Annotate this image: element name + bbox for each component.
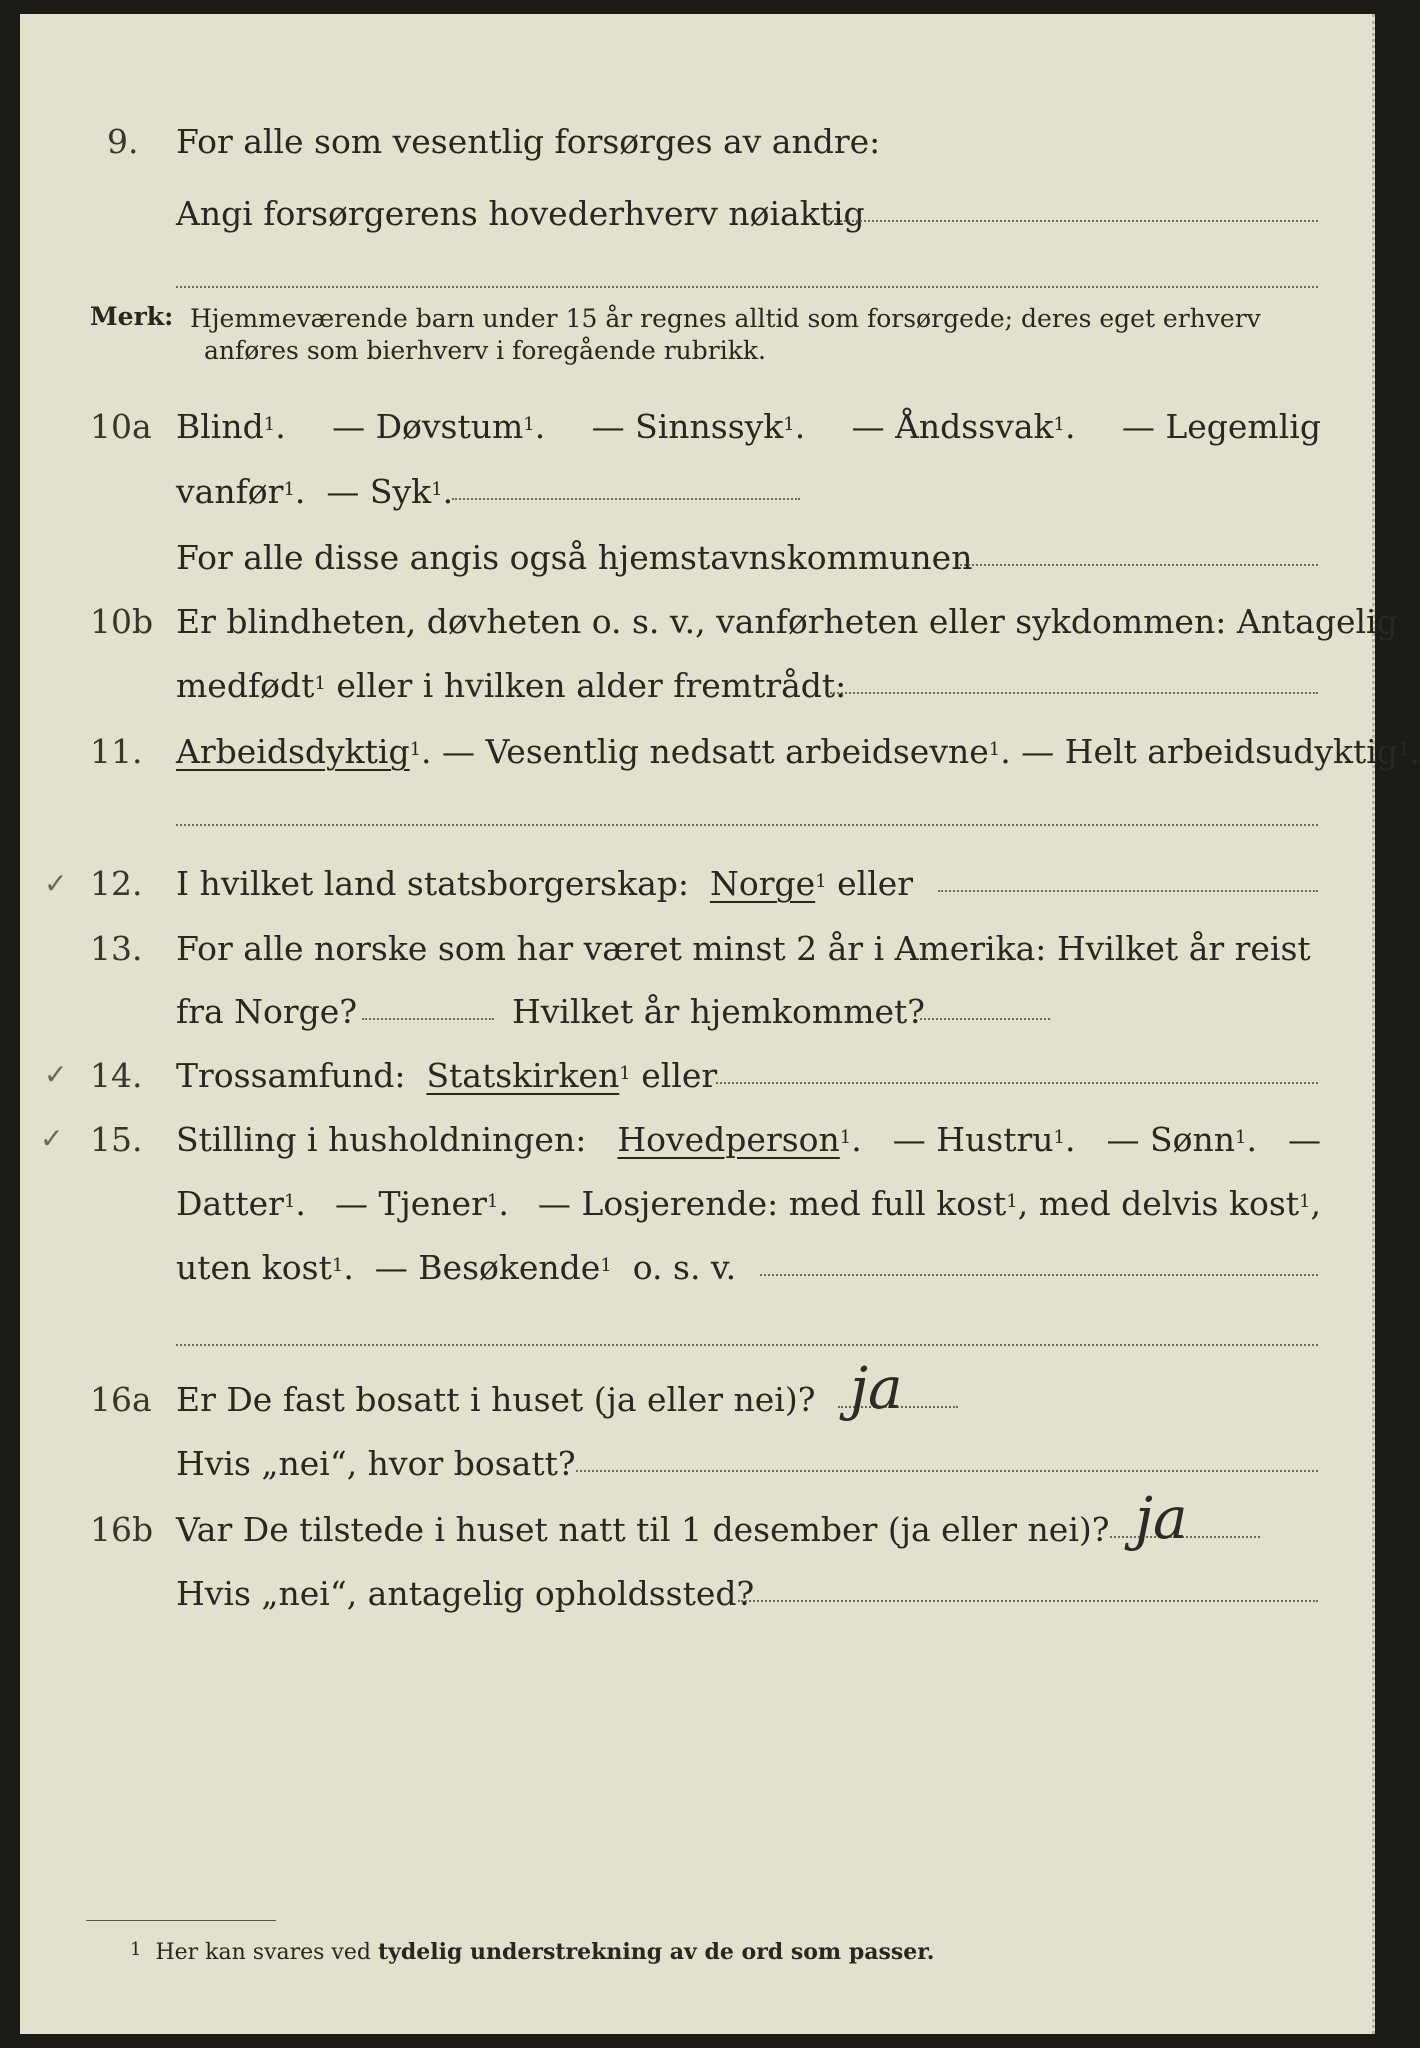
q10a-answer-line [452, 498, 800, 500]
option-vanfor: vanfør [176, 472, 284, 511]
q15-line1: Stilling i husholdningen: Hovedperson$^1$. — Hustru$^1$. — Sønn$^1$. — [176, 1120, 1321, 1159]
sup-mark: 1 [815, 871, 827, 892]
q16b-handwritten-answer: ja [1135, 1484, 1188, 1552]
q13-line2a: fra Norge? [176, 992, 358, 1031]
q15-answer-line-2 [176, 1344, 1318, 1346]
q10b-alder-text: eller i hvilken alder fremtrådt: [336, 666, 847, 705]
q10a-line2: vanfør$^1$. — Syk$^1$. [176, 472, 454, 511]
q14-line [176, 1056, 717, 1096]
q15-answer-line [760, 1274, 1318, 1276]
question-number-13: 13. [90, 929, 143, 968]
checkmark-icon: ✓ [44, 1058, 68, 1091]
option-sinnssyk: — Sinnssyk [591, 407, 784, 446]
q9-line1: For alle som vesentlig forsørges av andre: [176, 122, 881, 161]
q9-answer-line-2 [176, 286, 1318, 288]
q16b-line1: Var De tilstede i huset natt til 1 desember (ja eller nei)? [176, 1510, 1110, 1549]
option-delvis-kost: , med delvis kost [1017, 1184, 1300, 1223]
option-syk: — Syk [326, 472, 432, 511]
option-udyktig: — Helt arbeidsudyktig [1021, 732, 1398, 771]
sup-mark: 1 [263, 414, 276, 435]
question-number-9: 9. [107, 122, 139, 161]
q14-eller: eller [641, 1056, 718, 1095]
q13-hjemkommet-line [920, 1018, 1050, 1020]
question-number-12: 12. [90, 864, 143, 903]
q14-answer-line [716, 1082, 1318, 1084]
option-hustru: — Hustru [892, 1120, 1054, 1159]
checkmark-icon: ✓ [40, 1122, 64, 1155]
sup-mark: 1 [523, 414, 535, 435]
sup-mark: 1 [283, 1191, 296, 1212]
question-number-16a: 16a [90, 1380, 152, 1419]
q10b-line2 [176, 666, 846, 706]
census-form-page [20, 14, 1420, 2034]
option-datter: Datter [176, 1184, 284, 1223]
footnote [130, 1938, 934, 1967]
q11-answer-line [176, 824, 1318, 826]
sup-mark: 1 [600, 1255, 612, 1276]
footnote-text-b: tydelig understrekning av de ord som passer. [377, 1939, 935, 1965]
sup-mark: 1 [839, 1127, 852, 1148]
q12-answer-line [938, 890, 1318, 892]
option-hovedperson: Hovedperson [617, 1120, 840, 1159]
sup-mark: 1 [619, 1063, 631, 1084]
sup-mark: 1 [283, 479, 295, 500]
q12-eller: eller [837, 864, 914, 903]
q10b-line1: Er blindheten, døvheten o. s. v., vanførheten eller sykdommen: Antagelig [176, 602, 1398, 641]
merk-line2: anføres som bierhverv i foregående rubrikk. [204, 336, 766, 365]
sup-mark: 1 [1397, 739, 1410, 760]
question-number-16b: 16b [90, 1510, 154, 1549]
option-nedsatt: — Vesentlig nedsatt arbeidsevne [442, 732, 989, 771]
sup-mark: 1 [1299, 1191, 1311, 1212]
q12-line [176, 864, 913, 904]
merk-line1: Hjemmeværende barn under 15 år regnes alltid som forsørgede; deres eget erhverv [190, 304, 1261, 333]
sup-mark: 1 [1235, 1127, 1247, 1148]
checkmark-icon: ✓ [44, 867, 68, 900]
sup-mark: 1 [314, 673, 326, 694]
option-arbeidsdyktig: Arbeidsdyktig [176, 732, 410, 771]
option-blind: Blind [176, 407, 264, 446]
merk-label: Merk: [90, 302, 174, 331]
q15-dash: — [1287, 1120, 1321, 1159]
question-number-15: 15. [90, 1120, 143, 1159]
option-norge: Norge [710, 864, 816, 903]
option-tjener: — Tjener [335, 1184, 487, 1223]
q16b-line2: Hvis „nei“, antagelig opholdssted? [176, 1574, 755, 1613]
option-andssvak: — Åndssvak [851, 407, 1054, 446]
question-number-10a: 10a [90, 407, 152, 446]
q12-text: I hvilket land statsborgerskap: [176, 864, 690, 903]
option-medfodt: medfødt [176, 666, 315, 705]
q15-line3: uten kost$^1$. — Besøkende$^1$ o. s. v. [176, 1248, 737, 1287]
sup-mark: 1 [331, 1255, 344, 1276]
q13-reist-line [362, 1018, 494, 1020]
q11-line: Arbeidsdyktig$^1$. — Vesentlig nedsatt arbeidsevne$^1$. — Helt arbeidsudyktig$^1$. [176, 732, 1420, 771]
q16a-line2: Hvis „nei“, hvor bosatt? [176, 1444, 576, 1483]
option-besokende: — Besøkende [374, 1248, 601, 1287]
sup-mark: 1 [988, 739, 1001, 760]
sup-mark: 1 [1053, 414, 1065, 435]
q16a-handwritten-answer: ja [850, 1354, 903, 1422]
q15-osv: o. s. v. [632, 1248, 737, 1287]
option-dovstum: — Døvstum [332, 407, 524, 446]
footnote-divider [86, 1920, 276, 1921]
sup-mark: 1 [1053, 1127, 1065, 1148]
q10b-answer-line [830, 692, 1318, 694]
option-legemlig: — Legemlig [1121, 407, 1321, 446]
q14-text: Trossamfund: [176, 1056, 406, 1095]
q15-line2: Datter$^1$. — Tjener$^1$. — Losjerende: med full kost$^1$, med delvis kost$^1$, [176, 1184, 1321, 1223]
q16b-opholdssted-line [738, 1600, 1318, 1602]
q16a-line1: Er De fast bosatt i huset (ja eller nei)? [176, 1380, 816, 1419]
q9-line2: Angi forsørgerens hovederhverv nøiaktig [176, 194, 865, 233]
question-number-14: 14. [90, 1056, 143, 1095]
q15-stilling-text: Stilling i husholdningen: [176, 1120, 587, 1159]
q15-comma: , [1310, 1184, 1321, 1223]
sup-mark: 1 [783, 414, 795, 435]
question-number-10b: 10b [90, 602, 154, 641]
q13-line2b: Hvilket år hjemkommet? [512, 992, 925, 1031]
q10a-line3: For alle disse angis også hjemstavnskommunen [176, 538, 973, 577]
sup-mark: 1 [486, 1191, 499, 1212]
option-sonn: — Sønn [1106, 1120, 1235, 1159]
question-number-11: 11. [90, 732, 143, 771]
option-statskirken: Statskirken [426, 1056, 620, 1095]
q10a-line1: Blind$^1$. — Døvstum$^1$. — Sinnssyk$^1$. — Åndssvak$^1$. — Legemlig [176, 407, 1321, 446]
q16a-bosatt-line [576, 1470, 1318, 1472]
q10a-kommune-line [960, 564, 1318, 566]
sup-mark: 1 [409, 739, 422, 760]
q13-line1: For alle norske som har været minst 2 år i Amerika: Hvilket år reist [176, 929, 1311, 968]
q9-answer-line [828, 220, 1318, 222]
option-full-kost: — Losjerende: med full kost [537, 1184, 1007, 1223]
option-uten-kost: uten kost [176, 1248, 332, 1287]
footnote-text-a: Her kan svares ved [155, 1940, 371, 1965]
sup-mark: 1 [431, 479, 443, 500]
footnote-mark: 1 [130, 1939, 142, 1960]
sup-mark: 1 [1006, 1191, 1018, 1212]
